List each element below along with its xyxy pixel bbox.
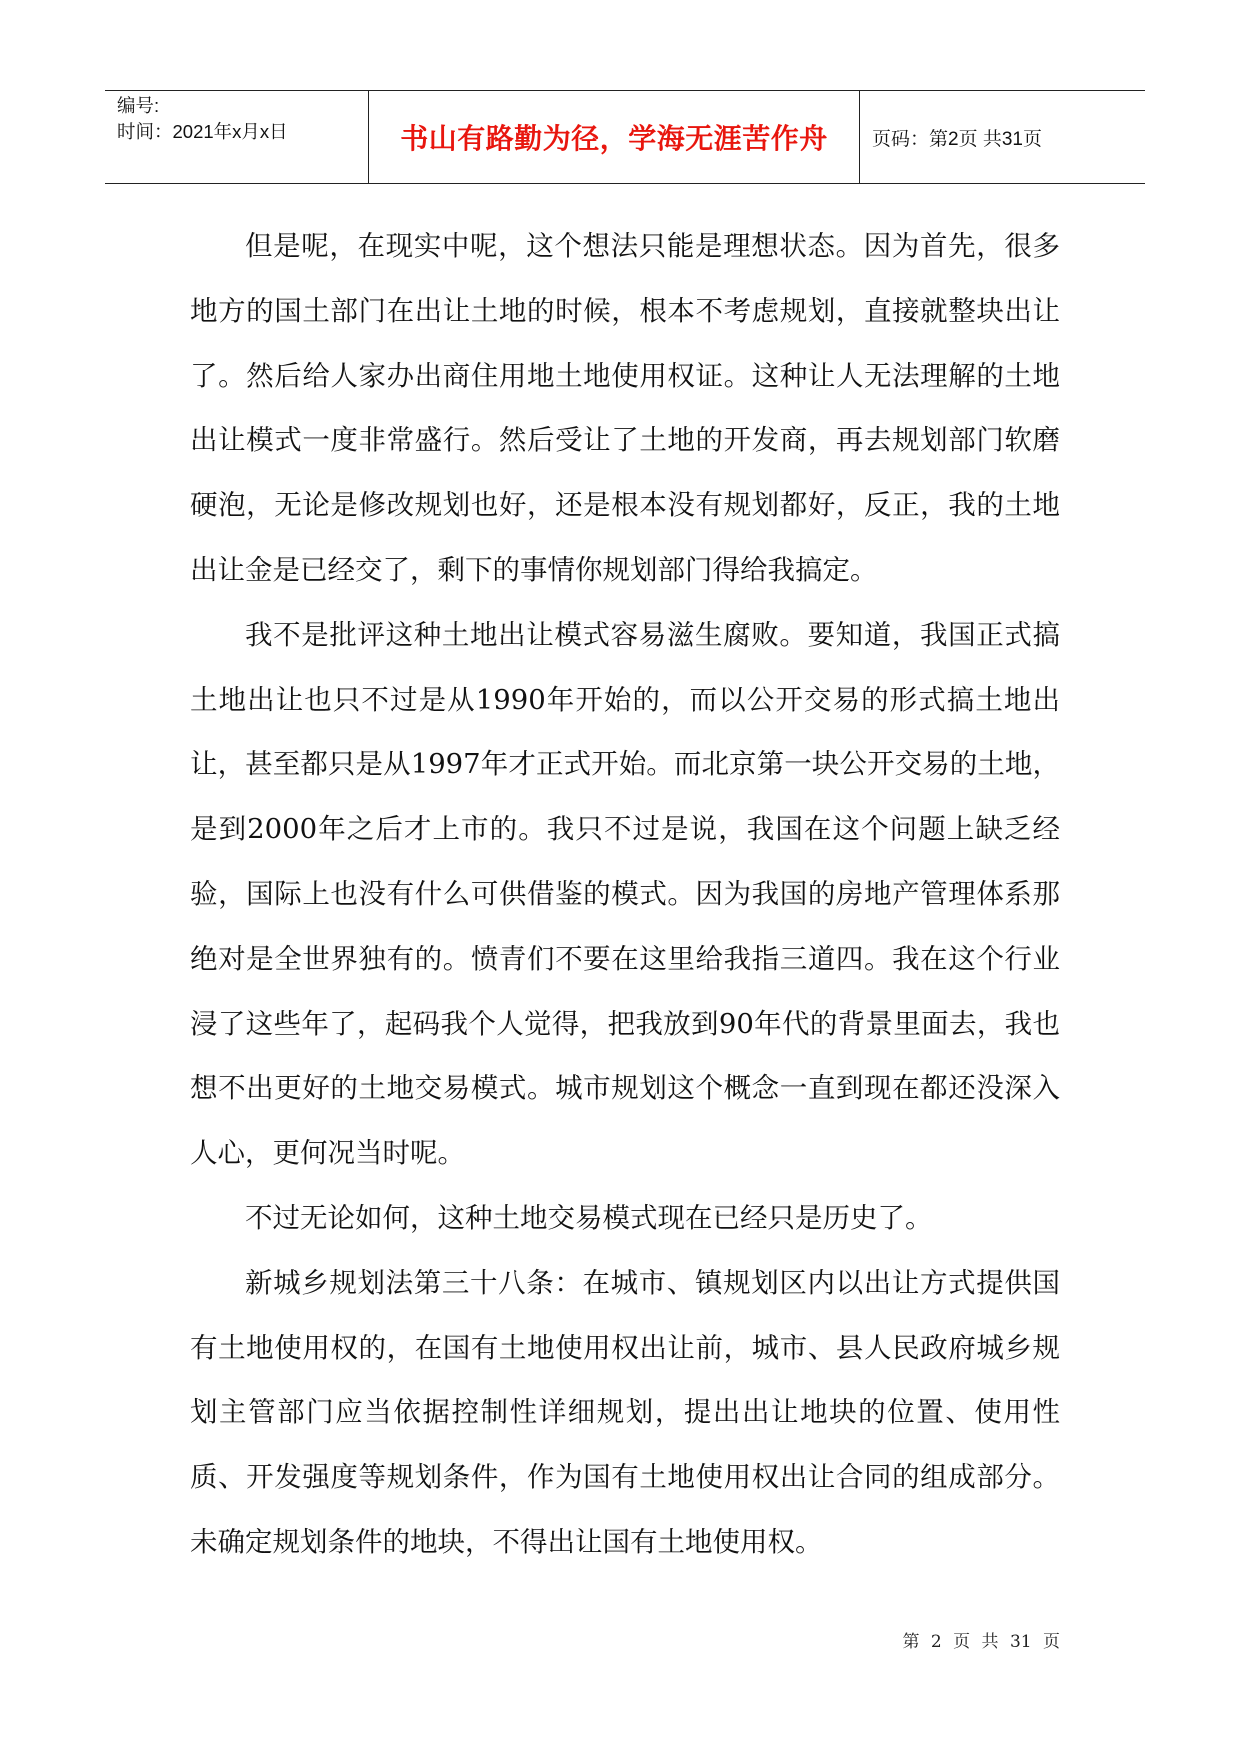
page-header — [105, 90, 1145, 184]
document-time-label: 时间：2021年x月x日 — [117, 121, 288, 142]
paragraph: 新城乡规划法第三十八条：在城市、镇规划区内以出让方式提供国有土地使用权的，在国有土地使用权出让前，城市、县人民政府城乡规划主管部门应当依据控制性详细规划，提出出让地块的位置、使用性质、开发强度等规划条件，作为国有土地使用权出让合同的组成部分。未确定规划条件的地块，不得出让国有土地使用权。 — [190, 1266, 1060, 1558]
header-meta — [105, 91, 369, 183]
header-page-info: 页码：第2页 共31页 — [872, 128, 1042, 150]
document-body — [190, 214, 1060, 1575]
header-motto: 书山有路勤为径，学海无涯苦作舟 — [369, 91, 860, 183]
paragraph: 但是呢，在现实中呢，这个想法只能是理想状态。因为首先，很多地方的国土部门在出让土地的时候，根本不考虑规划，直接就整块出让了。然后给人家办出商住用地土地使用权证。这种让人无法理解的土地出让模式一度非常盛行。然后受让了土地的开发商，再去规划部门软磨硬泡，无论是修改规划也好，还是根本没有规划都好，反正，我的土地出让金是已经交了，剩下的事情你规划部门得给我搞定。 — [190, 230, 1060, 586]
paragraph: 不过无论如何，这种土地交易模式现在已经只是历史了。 — [245, 1201, 933, 1234]
document-number-label: 编号: — [117, 95, 160, 116]
paragraph: 我不是批评这种土地出让模式容易滋生腐败。要知道，我国正式搞土地出让也只不过是从1990年开始的，而以公开交易的形式搞土地出让，甚至都只是从1997年才正式开始。而北京第一块公开交易的土地，是到2000年之后才上市的。我只不过是说，我国在这个问题上缺乏经验，国际上也没有什么可供借鉴的模式。因为我国的房地产管理体系那绝对是全世界独有的。愤青们不要在这里给我指三道四。我在这个行业浸了这些年了，起码我个人觉得，把我放到90年代的背景里面去，我也想不出更好的土地交易模式。城市规划这个概念一直到现在都还没深入人心，更何况当时呢。 — [190, 618, 1060, 1170]
page-footer: 第 2 页 共 31 页 — [902, 1632, 1060, 1652]
